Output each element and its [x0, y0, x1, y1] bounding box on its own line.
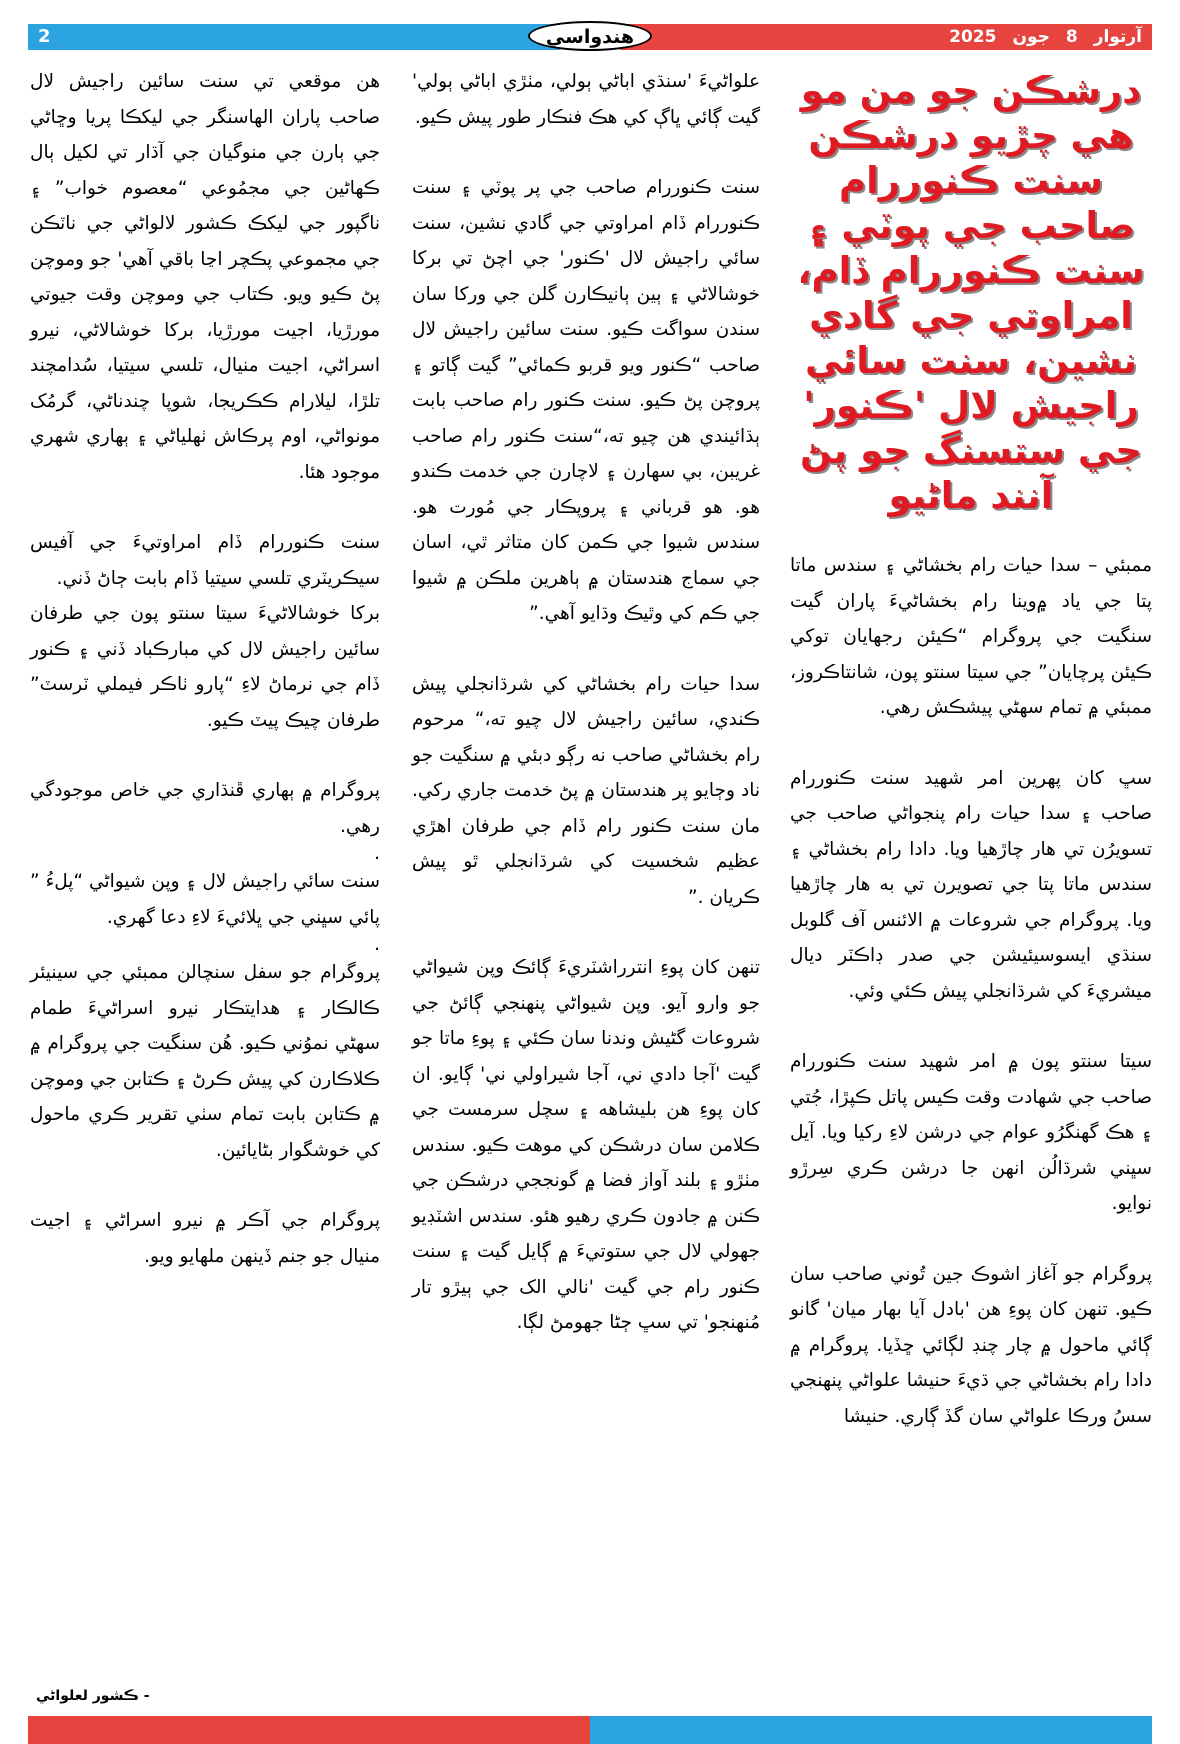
masthead [28, 24, 1152, 50]
headline: درشڪن جو من مو هي چڙيو درشڪن سنت ڪنوررام صاحب جي پوٽي ۽ سنت ڪنوررام ڏام، امراوتي جي گادي نشين، سنت سائي راجيش لال 'ڪنور' جي ستسنگ جو پڻ آنند ماڻيو [797, 69, 1145, 517]
paragraph: ممبئي – سدا حيات رام بخشاڻي ۽ سندس ماتا پتا جي ياد ۾وينا رام بخشاڻيءَ پاران گيت سنگيت جي پروگرام “ڪيئن رجهايان توکي ڪيئن پرچايان” جي سيتا سنتو پون، شانتاڪروز، ممبئي ۾ تمام سهڻي پيشڪش رهي. [790, 555, 1152, 718]
footer-blue-bar [590, 1716, 1152, 1744]
masthead-blue-bar [28, 24, 560, 50]
date-day-number: 8 [1065, 27, 1078, 47]
paragraph: هن موقعي تي سنت سائين راجيش لال صاحب پاران الهاسنگر جي ليکڪا پريا وڇاڻي جي ٻارن جي منوگيان جي آڌار تي لکيل ٻال ڪهاڻين جي مجمُوعي “معصوم خواب” ۽ ناگپور جي ليکڪ ڪشور لالواڻي جي ناٽڪن جي مجموعي پڪچر اڃا باقي آهي' جو وموچن پڻ ڪيو ويو. ڪتاب جي وموچن وقت جيوتي مورڙيا، اجيت مورڙيا، برکا خوشالاڻي، نيرو اسراڻي، اجيت منيال، تلسي سيتيا، سُدامچند تلڙا، ليلارام ڪڪريجا، شوپا چندناڻي، گرمُک مونواڻي، اوم پرڪاش ٺهلياڻي ۽ ٻهاري شهري موجود هئا. [30, 71, 380, 483]
newspaper-logo: هندواسي [528, 21, 652, 51]
paragraph: پروگرام جي آڪر ۾ نيرو اسراڻي ۽ اجيت منيال جو جنم ڏينهن ملهايو ويو. [30, 1210, 380, 1267]
paragraph: سيتا سنتو پون ۾ امر شهيد سنت ڪنوررام صاحب جي شهادت وقت ڪيس پاتل ڪپڙا، جُتي ۽ هڪ گهنگرُو عوام جي درشن لاءِ رکيا ويا. آيل سڀني شرڌالُن انهن جا درشن ڪري سِرڙو نوايو. [790, 1051, 1152, 1214]
paragraph: پروگرام جو آغاز اشوڪ جين تُوني صاحب سان ڪيو. تنهن کان پوءِ هن 'بادل آيا بهار ميان' گانو ڳائي ماحول ۾ چار چنڊ لڳائي ڇڏيا. پروگرام ۾ دادا رام بخشاڻي جي ڌيءَ حنيشا علواڻي پنهنجي سسُ ورڪا علواڻي سان گڏ ڳاري. حنيشا [790, 1263, 1152, 1427]
paragraph: سڀ کان پهرين امر شهيد سنت ڪنوررام صاحب ۽ سدا حيات رام پنجواڻي صاحب جي تسويرُن تي هار چاڙهيا ويا. دادا رام بخشاڻي ۽ سندس ماتا پتا جي تصويرن تي به هار چاڙهيا ويا. پروگرام جي شروعات ۾ الائنس آف گلوبل سنڌي ايسوسيئيشن جي صدر ڊاڪٽر ديال ميشريءَ کي شرڌانجلي پيش ڪئي وئي. [790, 767, 1152, 1002]
separator-dot: . [374, 843, 380, 864]
paragraph: پروگرام جو سفل سنچالن ممبئي جي سينيئر ڪالڪار ۽ هدايتڪار نيرو اسراڻيءَ طمام سهڻي نموُني ڪيو. هُن سنگيت جي پروگرام ۾ ڪلاڪارن کي پيش ڪرڻ ۽ ڪتابن جي وموچن ۾ ڪتابن بابت تمام سٺي تقرير ڪري ماحول کي خوشگوار بڻايائين. [30, 962, 380, 1161]
footer-bar [28, 1716, 1152, 1744]
issue-date [933, 24, 1142, 50]
paragraph: تنهن کان پوءِ انترراشٽريءَ ڳائڪ وپن شيواڻي جو وارو آيو. وپن شيواڻي پنهنجي ڳائڻ جي شروعات گڻيش وندنا سان ڪئي ۽ پوءِ ماتا جو گيت 'آجا دادي ني، آجا شيراولي ني' ڳايو. ان کان پوءِ هن بليشاهه ۽ سچل سرمست جي ڪلامن سان درشڪن کي موهت ڪيو. سندس مٺڙو ۽ بلند آواز فضا ۾ گونججي درشڪن جي ڪنن ۾ جادون ڪري رهيو هئو. سندس اشٽڊيو جهولي لال جي ستوتيءَ ۾ ڳايل گيت ۽ سنت ڪنور رام جي گيت 'نالي الک جي ٻيڙو تار مُنهنجو' تي سڀ ڄڻا جهومڻ لڳا. [412, 957, 760, 1333]
paragraph: علواڻيءَ 'سنڌي اباڻي ٻولي، مٺڙي اباڻي ٻولي' گيت ڳائي ڀاڳ کي هڪ فنڪار طور پيش ڪيو. [412, 71, 760, 128]
page-number: 2 [38, 26, 51, 47]
footer-red-bar [28, 1716, 590, 1744]
paragraph: پروگرام ۾ ٻهاري ڦنڌاري جي خاص موجودگي رهي. [30, 780, 380, 837]
paragraph: سنت سائي راجيش لال ۽ وپن شيواڻي “پلءُ ” پائي سڀني جي ڀلائيءَ لاءِ دعا گهري. [30, 871, 380, 928]
separator-dot: . [374, 934, 380, 955]
paragraph: برکا خوشالاڻيءَ سيتا سنتو پون جي طرفان سائين راجيش لال کي مبارڪباد ڏني ۽ ڪنور ڏام جي نرماڻ لاءِ “پارو ٺاڪر فيملي ٽرسٽ” طرفان چيڪ پيٽ ڪيو. [30, 603, 380, 731]
author-signature: - ڪشور لعلواڻي [36, 1688, 150, 1704]
article-column-right [790, 64, 1152, 1434]
paragraph: سدا حيات رام بخشاڻي کي شرڌانجلي پيش ڪندي، سائين راجيش لال چيو ته،“ مرحوم رام بخشاڻي صاحب نه رڳو دبئي ۾ سنگيت جو ناد وڄايو پر هندستان ۾ پڻ خدمت جاري رکي. مان سنت ڪنور رام ڏام جي طرفان اهڙي عظيم شخسيت کي شرڌانجلي ٿو پيش ڪريان .” [412, 673, 760, 908]
paragraph: سنت ڪنوررام ڏام امراوتيءَ جي آفيس سيڪريٽري تلسي سيتيا ڏام بابت ڄاڻ ڏني. [30, 532, 380, 589]
date-month: جون [1012, 27, 1050, 47]
article-column-left [30, 64, 380, 1274]
article-column-middle [412, 64, 760, 1341]
date-day-name: آرتوار [1093, 27, 1142, 47]
paragraph: سنت ڪنوررام صاحب جي پر پوٽي ۽ سنت ڪنوررام ڏام امراوتي جي گادي نشين، سنت سائي راجيش لال 'ڪنور' جي اچڻ تي برکا خوشالاڻي ۽ ٻين ٻانيڪارن گلن جي ورکا سان سندن سواگت ڪيو. سنت سائين راجيش لال صاحب “ڪنور ويو قربو ڪمائي” گيت ڳاتو ۽ پروچن پڻ ڪيو. سنت ڪنور رام صاحب بابت ٻڌائيندي هن چيو ته،“سنت ڪنور رام صاحب غريبن، بي سهارن ۽ لاچارن جي خدمت ڪندو هو. هو قرباني ۽ پروپڪار جي مُورت هو. سندس شيوا جي ڪمن کان متاثر ٿي، اسان جي سماج هندستان ۾ ٻاهرين ملڪن ۾ شيوا جي ڪم کي وٿيڪ وڌايو آهي.” [412, 177, 760, 624]
date-year: 2025 [949, 27, 997, 47]
